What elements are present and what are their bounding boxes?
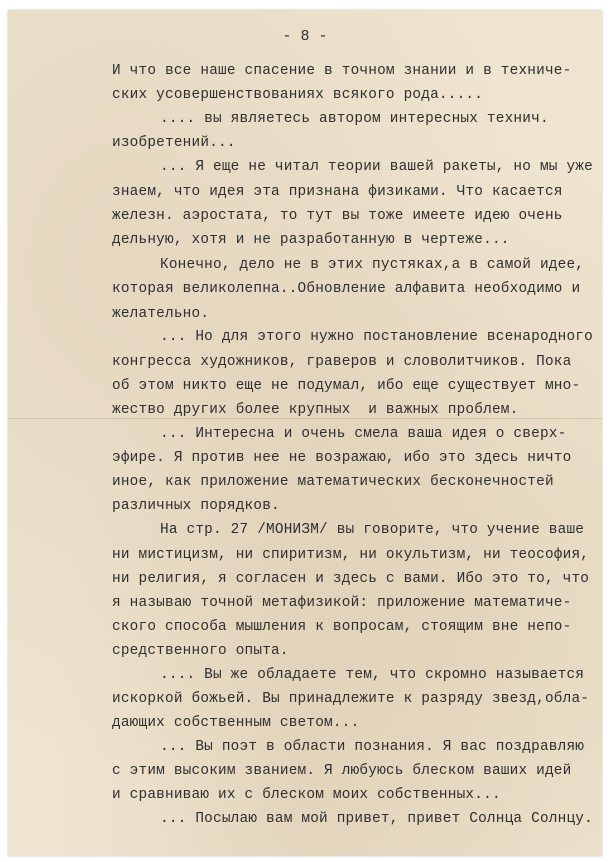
- text-line: ... Интересна и очень смела ваша идея о сверх-: [160, 426, 567, 442]
- text-line: На стр. 27 /МОНИЗМ/ вы говорите, что учение ваше: [160, 522, 585, 538]
- text-line: эфире. Я против нее не возражаю, ибо это здесь ничто: [112, 450, 572, 466]
- text-line: средственного опыта.: [112, 643, 289, 659]
- text-line: .... Вы же обладаете тем, что скромно называется: [160, 667, 585, 683]
- text-line: ... Я еще не читал теории вашей ракеты, но мы уже: [160, 159, 593, 175]
- text-line: искоркой божьей. Вы принадлежите к разряду звезд,обла-: [112, 691, 590, 707]
- text-line: ского способа мышления к вопросам, стоящим вне непо-: [112, 619, 572, 635]
- text-line: которая великолепна..Обновление алфавита необходимо и: [112, 281, 581, 297]
- text-line: с этим высоким званием. Я любуюсь блеском ваших идей: [112, 763, 572, 779]
- text-line: Конечно, дело не в этих пустяках,а в самой идее,: [160, 257, 585, 273]
- text-line: знаем, что идея эта признана физиками. Что касается: [112, 184, 563, 200]
- text-line: ни мистицизм, ни спиритизм, ни окультизм, ни теософия,: [112, 547, 590, 563]
- text-line: ских усовершенствованиях всякого рода.....: [112, 87, 484, 103]
- text-line: и сравниваю их с блеском моих собственных...: [112, 787, 501, 803]
- text-line: ... Вы поэт в области познания. Я вас поздравляю: [160, 739, 585, 755]
- text-line: ... Посылаю вам мой привет, привет Солнца Солнцу.: [160, 811, 593, 827]
- text-line: желательно.: [112, 306, 210, 322]
- text-line: иное, как приложение математических бесконечностей: [112, 474, 554, 490]
- page-number: - 8 -: [282, 28, 328, 45]
- text-line: дающих собственным светом...: [112, 715, 360, 731]
- text-line: конгресса художников, граверов и словолитчиков. Пока: [112, 354, 572, 370]
- text-line: различных порядков.: [112, 498, 280, 514]
- text-line: изобретений...: [112, 135, 236, 151]
- text-line: ни религия, я согласен и здесь с вами. Ибо это то, что: [112, 571, 590, 587]
- text-line: железн. аэростата, то тут вы тоже имеете идею очень: [112, 208, 563, 224]
- text-line: ... Но для этого нужно постановление всенародного: [160, 329, 593, 345]
- text-line: И что все наше спасение в точном знании и в техниче-: [112, 63, 572, 79]
- text-line: .... вы являетесь автором интересных технич.: [160, 111, 549, 127]
- text-line: об этом никто еще не подумал, ибо еще существует мно-: [112, 378, 581, 394]
- text-line: я называю точной метафизикой: приложение математиче-: [112, 595, 572, 611]
- text-line: дельную, хотя и не разработанную в чертеже...: [112, 232, 510, 248]
- text-line: жество других более крупных и важных проблем.: [112, 402, 519, 418]
